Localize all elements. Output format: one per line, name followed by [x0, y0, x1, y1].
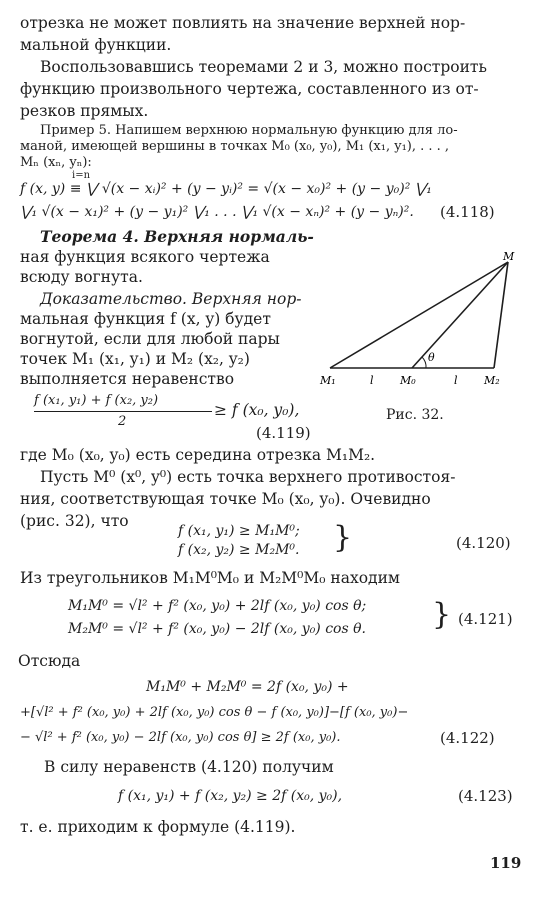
label-m0: M₀ [400, 374, 416, 387]
label-m1: M₁ [320, 374, 336, 387]
example-line: Пример 5. Напишем верхнюю нормальную функцию для ло- [40, 123, 458, 138]
right-brace: } [333, 520, 353, 555]
equation-4-122-line3: − √l² + f² (x₀, y₀) − 2lf (x₀, y₀) cos θ] ≥ 2f (x₀, y₀). [20, 730, 341, 745]
text-line: (рис. 32), что [20, 512, 129, 530]
equation-4-118-line2: ⋁₁ √(x − x₁)² + (y − y₁)² ⋁₁ . . . ⋁₁ √(x − xₙ)² + (y − yₙ)². [20, 204, 414, 220]
text-line: выполняется неравенство [20, 370, 235, 388]
page-number: 119 [490, 854, 522, 872]
proof-text: Доказательство. Верхняя нор- [40, 290, 302, 308]
equation-number: (4.122) [440, 729, 495, 747]
angle-arc [422, 357, 426, 368]
side-m1-m [330, 262, 508, 368]
equation-number: (4.121) [458, 610, 513, 628]
equation-4-122-line2: +[√l² + f² (x₀, y₀) + 2lf (x₀, y₀) cos θ − f (x₀, y₀)]−[f (x₀, y₀)− [20, 705, 409, 720]
example-line: маной, имеющей вершины в точках M₀ (x₀, y₀), M₁ (x₁, y₁), . . . , [20, 139, 450, 154]
right-brace: } [432, 597, 452, 632]
text-line: т. е. приходим к формуле (4.119). [20, 818, 296, 836]
equation-4-121-line2: M₂M⁰ = √l² + f² (x₀, y₀) − 2lf (x₀, y₀) cos θ. [68, 621, 366, 637]
equation-4-122-line1: M₁M⁰ + M₂M⁰ = 2f (x₀, y₀) + [146, 679, 349, 695]
text-line: ная функция всякого чертежа [20, 248, 270, 266]
equation-4-120-line2: f (x₂, y₂) ≥ M₂M⁰. [178, 542, 300, 558]
median-m0-m [412, 262, 508, 368]
fraction-numerator: f (x₁, y₁) + f (x₂, y₂) [34, 393, 159, 408]
label-m: M [503, 250, 515, 263]
label-l-left: l [370, 374, 374, 387]
equation-number: (4.120) [456, 534, 511, 552]
equation-number: (4.118) [440, 203, 495, 221]
figure-caption: Рис. 32. [386, 407, 444, 423]
text-line: Отсюда [18, 652, 81, 670]
fraction-denominator: 2 [118, 414, 127, 429]
text-line: отрезка не может повлиять на значение верхней нор- [20, 14, 466, 32]
label-l-right: l [454, 374, 458, 387]
fraction-bar [34, 411, 212, 412]
text-line: мальной функции. [20, 36, 172, 54]
text-line: где M₀ (x₀, y₀) есть середина отрезка M₁M₂. [20, 446, 376, 464]
equation-number: (4.119) [256, 424, 311, 442]
text-line: Пусть M⁰ (x⁰, y⁰) есть точка верхнего противостоя- [40, 468, 456, 486]
label-m2: M₂ [484, 374, 500, 387]
text-line [40, 290, 301, 308]
text-line: Воспользовавшись теоремами 2 и 3, можно построить [40, 58, 487, 76]
side-m2-m [494, 262, 508, 368]
text-line: резков прямых. [20, 102, 149, 120]
theorem-title: Теорема 4. Верхняя нормаль- [40, 227, 314, 246]
text-line: вогнутой, если для любой пары [20, 330, 280, 348]
equation-4-121-line1: M₁M⁰ = √l² + f² (x₀, y₀) + 2lf (x₀, y₀) cos θ; [68, 598, 367, 614]
fraction-rhs: ≥ f (x₀, y₀), [214, 401, 300, 419]
text-line: всюду вогнута. [20, 268, 143, 286]
equation-4-120-line1: f (x₁, y₁) ≥ M₁M⁰; [178, 523, 300, 539]
text-line: точек M₁ (x₁, y₁) и M₂ (x₂, y₂) [20, 350, 250, 368]
text-line: Из треугольников M₁M⁰M₀ и M₂M⁰M₀ находим [20, 569, 400, 587]
text-line: функцию произвольного чертежа, составленного из от- [20, 80, 479, 98]
text-line: ния, соответствующая точке M₀ (x₀, y₀). Очевидно [20, 490, 431, 508]
equation-4-118-line1: f (x, y) ≡ ⋁ √(x − xᵢ)² + (y − yᵢ)² = √(x − x₀)² + (y − y₀)² ⋁₁ [20, 181, 432, 197]
figure-triangle [318, 250, 523, 420]
text-line: мальная функция f (x, y) будет [20, 310, 271, 328]
theorem-line [40, 228, 314, 246]
text-line: В силу неравенств (4.120) получим [44, 758, 334, 776]
equation-4-123: f (x₁, y₁) + f (x₂, y₂) ≥ 2f (x₀, y₀), [118, 788, 343, 804]
equation-number: (4.123) [458, 787, 513, 805]
union-upper-limit: i=n [72, 170, 91, 181]
example-line: Mₙ (xₙ, yₙ): [20, 155, 92, 170]
label-theta: θ [428, 351, 435, 364]
